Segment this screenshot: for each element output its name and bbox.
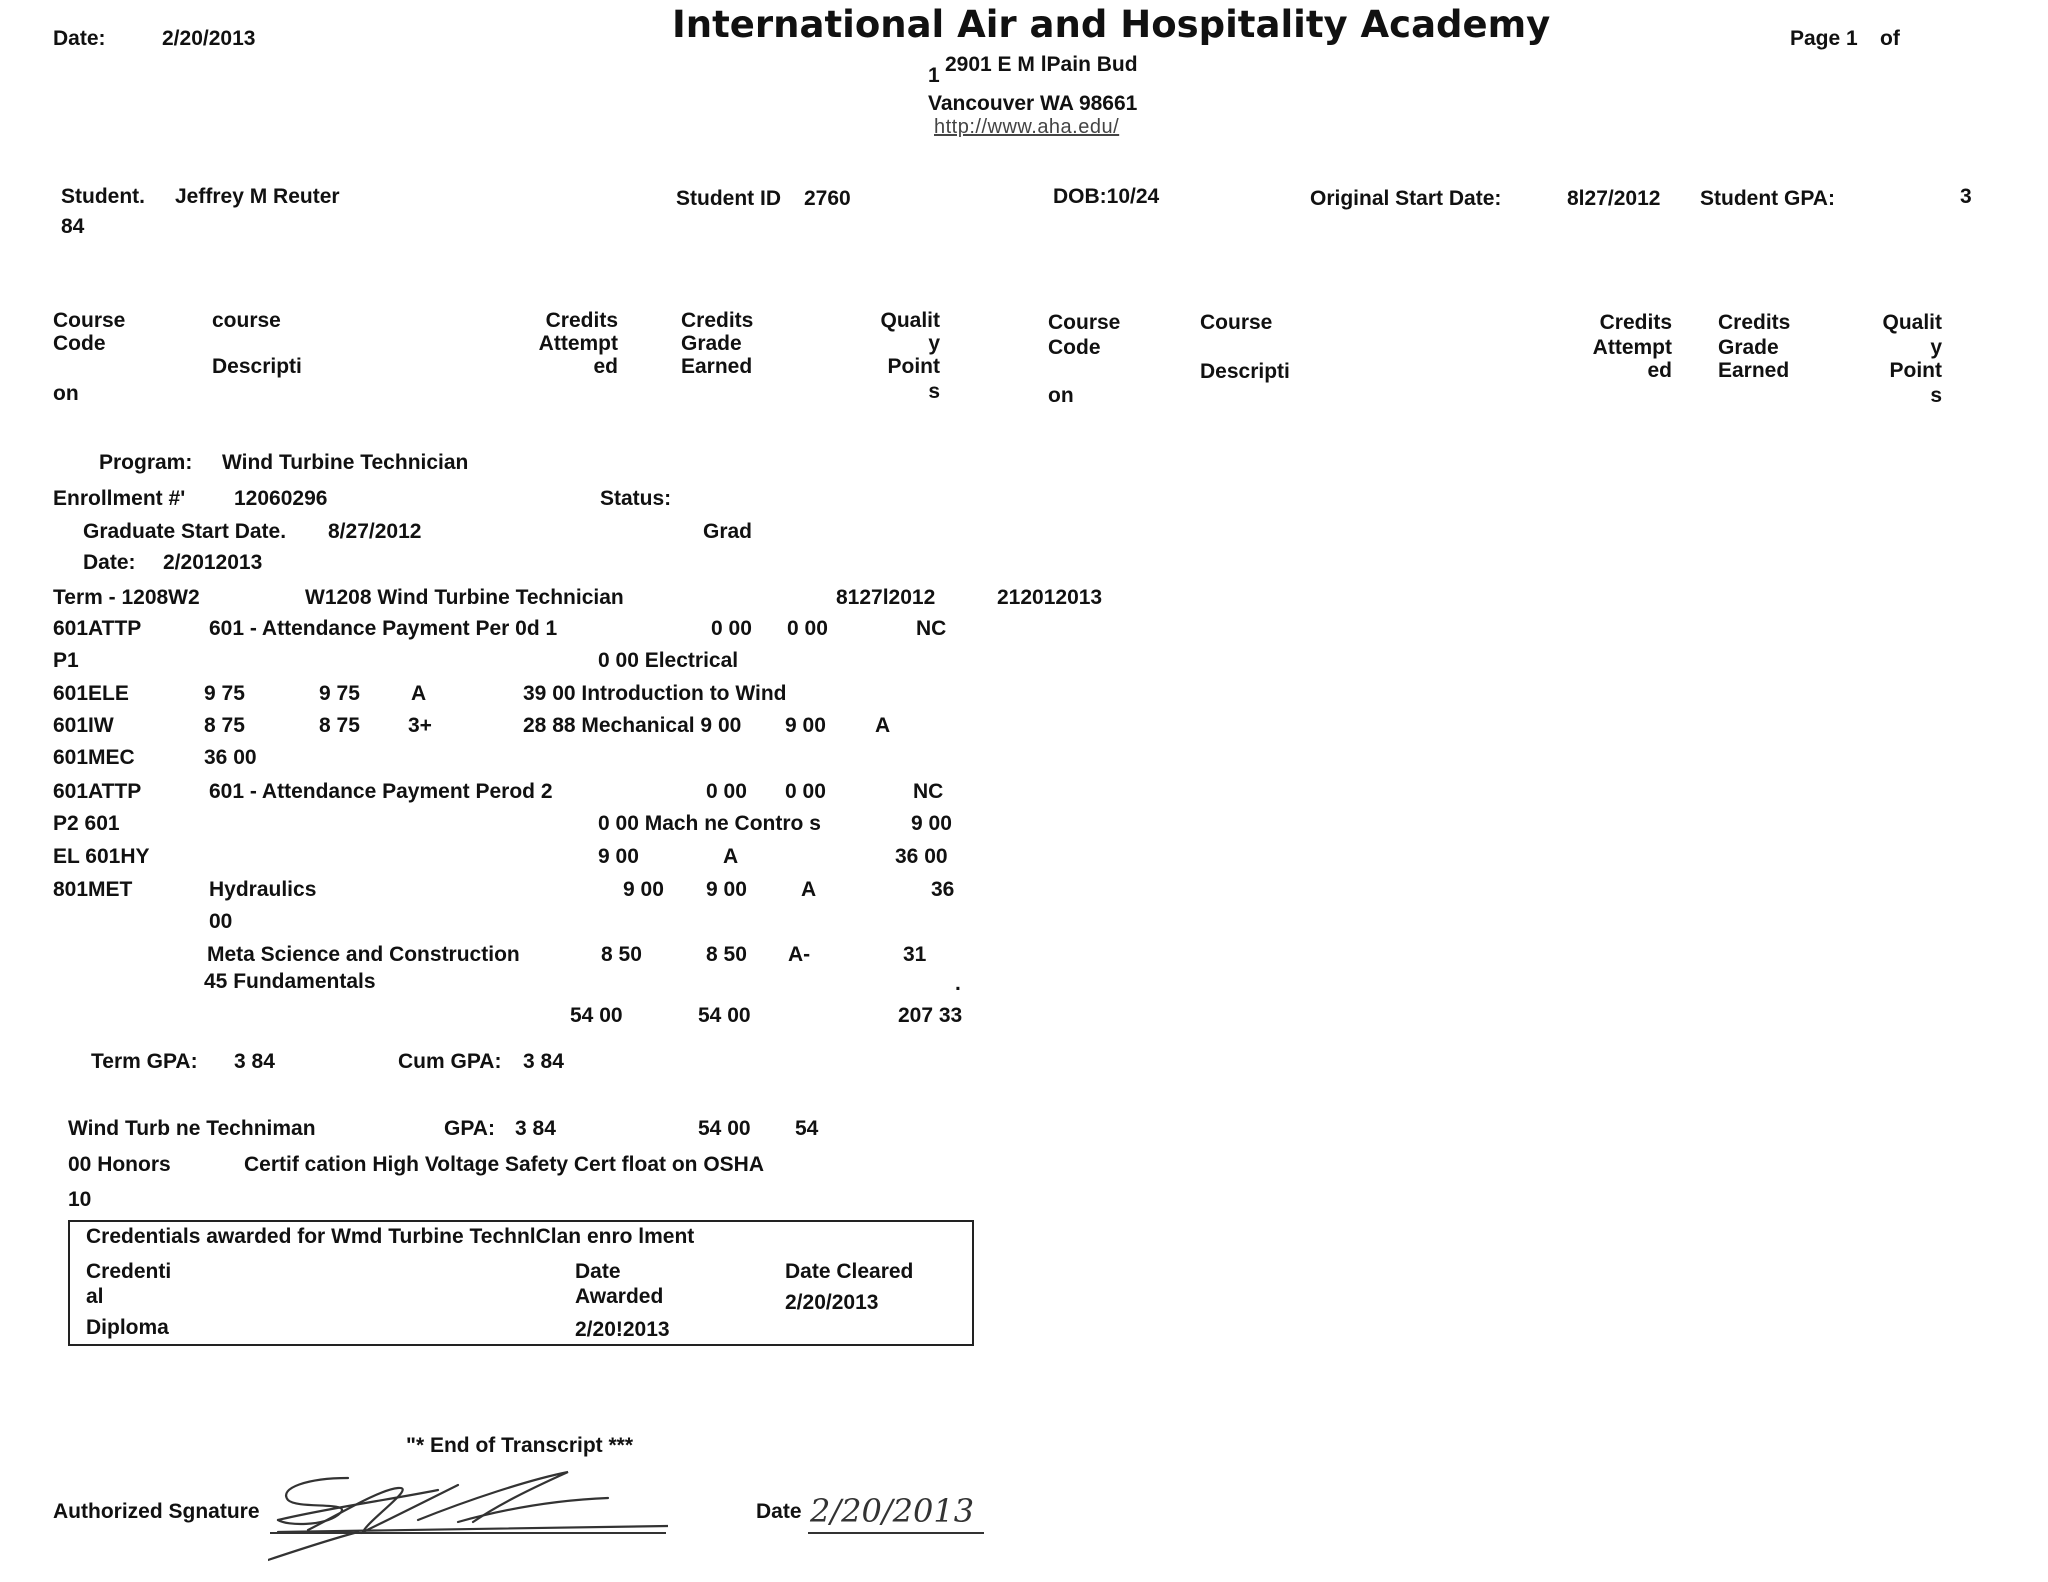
- end-of-transcript: "* End of Transcript ***: [406, 1434, 634, 1457]
- row5-code: 601MEC: [53, 746, 135, 769]
- row11-attempted: 8 50: [601, 943, 642, 966]
- honors-value: Certif cation High Voltage Safety Cert float on OSHA: [244, 1153, 764, 1176]
- row6-code: 601ATTP: [53, 780, 142, 803]
- credential-value: Diploma: [86, 1316, 169, 1339]
- signature-image: [268, 1460, 668, 1570]
- date-cleared-value: 2/20/2013: [785, 1291, 879, 1314]
- row11-points: 31: [903, 943, 927, 966]
- col2-credits-grade-2: Grade: [1718, 336, 1779, 359]
- col2-course-code-2: Code: [1048, 336, 1101, 359]
- row9-points: 36: [931, 878, 955, 901]
- credentials-title: Credentials awarded for Wmd Turbine TechnlClan enro lment: [86, 1225, 695, 1248]
- col2-course-desc-1: Course: [1200, 311, 1273, 334]
- student-id-value: 2760: [804, 187, 851, 210]
- col-course-code-3: on: [53, 382, 79, 405]
- row2-code: P1: [53, 649, 79, 672]
- row12-desc: 45 Fundamentals: [204, 970, 376, 993]
- graduate-start-value: 8/27/2012: [328, 520, 422, 543]
- col-course-desc-2: Descripti: [212, 355, 302, 378]
- row7-code: P2 601: [53, 812, 120, 835]
- date-awarded-header-1: Date: [575, 1260, 621, 1283]
- row1-grade: NC: [916, 617, 947, 640]
- program-summary-gpa-value: 3 84: [515, 1117, 556, 1140]
- enrollment-label: Enrollment #': [53, 487, 186, 510]
- original-start-value: 8l27/2012: [1567, 187, 1661, 210]
- date-awarded-value: 2/20!2013: [575, 1318, 670, 1341]
- date-cleared-header: Date Cleared: [785, 1260, 914, 1283]
- row1-code: 601ATTP: [53, 617, 142, 640]
- credential-header-1: Credenti: [86, 1260, 172, 1283]
- page-title: International Air and Hospitality Academy: [672, 3, 1551, 46]
- col2-credits-grade-3: Earned: [1718, 359, 1790, 382]
- status-label: Status:: [600, 487, 672, 510]
- row4-earned-2: 9 00: [785, 714, 826, 737]
- honors-label: 00 Honors: [68, 1153, 171, 1176]
- term-gpa-value: 3 84: [234, 1050, 275, 1073]
- date-awarded-header-2: Awarded: [575, 1285, 664, 1308]
- col2-quality-points-4: s: [1930, 384, 1942, 407]
- row3-code: 601ELE: [53, 682, 129, 705]
- term-gpa-label: Term GPA:: [91, 1050, 198, 1073]
- row7-earned: 9 00: [911, 812, 952, 835]
- total-points: 207 33: [898, 1004, 963, 1027]
- date-line: [808, 1532, 984, 1534]
- term-label: Term - 1208W2: [53, 586, 200, 609]
- row4-points: 28 88 Mechanical 9 00: [523, 714, 742, 737]
- row5-points: 36 00: [204, 746, 257, 769]
- row4-attempted: 8 75: [204, 714, 245, 737]
- row4-earned: 8 75: [319, 714, 360, 737]
- row11-earned: 8 50: [706, 943, 747, 966]
- grad-date-label: Date:: [83, 551, 136, 574]
- row9-desc: Hydraulics: [209, 878, 317, 901]
- col-credits-attempted-3: ed: [593, 355, 618, 378]
- row4-grade-2: A: [875, 714, 891, 737]
- row9-code: 801MET: [53, 878, 133, 901]
- col-credits-attempted-1: Credits: [545, 309, 618, 332]
- row4-grade: 3+: [408, 714, 432, 737]
- row12-points-dot: .: [955, 972, 961, 995]
- col-quality-points-1: Qualit: [880, 309, 940, 332]
- col-credits-grade-3: Earned: [681, 355, 753, 378]
- program-value: Wind Turbine Technician: [222, 451, 469, 474]
- grad-date-value: 2/2012013: [163, 551, 263, 574]
- address-line1: 2901 E M lPain Bud: [945, 53, 1138, 76]
- row9-attempted: 9 00: [623, 878, 664, 901]
- signature-date-label: Date: [756, 1500, 802, 1523]
- col-course-code-2: Code: [53, 332, 106, 355]
- program-summary-gpa-label: GPA:: [444, 1117, 495, 1140]
- row8-attempted: 9 00: [598, 845, 639, 868]
- row8-grade: A: [723, 845, 739, 868]
- term-code: W1208 Wind Turbine Technician: [305, 586, 624, 609]
- program-summary-credits2: 54: [795, 1117, 819, 1140]
- program-summary-name: Wind Turb ne Techniman: [68, 1117, 316, 1140]
- row10-cont: 00: [209, 910, 233, 933]
- cum-gpa-value: 3 84: [523, 1050, 564, 1073]
- row8-points: 36 00: [895, 845, 948, 868]
- row3-earned: 9 75: [319, 682, 360, 705]
- signature-line: [270, 1532, 666, 1534]
- row11-grade: A-: [788, 943, 811, 966]
- col-credits-grade-2: Grade: [681, 332, 742, 355]
- row7-text: 0 00 Mach ne Contro s: [598, 812, 821, 835]
- enrollment-value: 12060296: [234, 487, 328, 510]
- row3-points: 39 00 Introduction to Wind: [523, 682, 787, 705]
- website-url: http://www.aha.edu/: [934, 116, 1120, 138]
- col2-quality-points-3: Point: [1889, 359, 1942, 382]
- col-quality-points-2: y: [928, 332, 940, 355]
- date-value: 2/20/2013: [162, 27, 256, 50]
- row6-attempted: 0 00: [706, 780, 747, 803]
- row8-code: EL 601HY: [53, 845, 150, 868]
- authorized-signature-label: Authorized Sgnature: [53, 1500, 260, 1523]
- honors-cont: 10: [68, 1188, 92, 1211]
- student-name: Jeffrey M Reuter: [175, 185, 340, 208]
- original-start-label: Original Start Date:: [1310, 187, 1502, 210]
- student-label: Student.: [61, 185, 145, 208]
- program-summary-credits: 54 00: [698, 1117, 751, 1140]
- col2-course-code-3: on: [1048, 384, 1074, 407]
- col2-course-desc-2: Descripti: [1200, 360, 1290, 383]
- col2-credits-attempted-2: Attempt: [1592, 336, 1672, 359]
- col2-credits-attempted-1: Credits: [1599, 311, 1672, 334]
- col2-credits-attempted-3: ed: [1647, 359, 1672, 382]
- student-dob: DOB:10/24: [1053, 185, 1160, 208]
- row3-attempted: 9 75: [204, 682, 245, 705]
- row1-attempted: 0 00: [711, 617, 752, 640]
- col2-quality-points-2: y: [1930, 336, 1942, 359]
- student-gpa-value: 3: [1960, 185, 1972, 208]
- col2-course-code-1: Course: [1048, 311, 1121, 334]
- row4-code: 601IW: [53, 714, 114, 737]
- address-number: 1: [928, 64, 940, 87]
- col-course-desc-1: course: [212, 309, 281, 332]
- row6-desc: 601 - Attendance Payment Perod 2: [209, 780, 553, 803]
- handwritten-date: 2/20/2013: [810, 1492, 975, 1530]
- row6-grade: NC: [913, 780, 944, 803]
- col-credits-attempted-2: Attempt: [538, 332, 618, 355]
- row6-earned: 0 00: [785, 780, 826, 803]
- term-start-date: 8127l2012: [836, 586, 936, 609]
- program-label: Program:: [99, 451, 193, 474]
- total-earned: 54 00: [698, 1004, 751, 1027]
- page-of: of: [1880, 27, 1900, 50]
- credential-header-2: al: [86, 1285, 104, 1308]
- col2-credits-grade-1: Credits: [1718, 311, 1791, 334]
- row1-desc: 601 - Attendance Payment Per 0d 1: [209, 617, 558, 640]
- col2-quality-points-1: Qualit: [1882, 311, 1942, 334]
- row1-earned: 0 00: [787, 617, 828, 640]
- row3-grade: A: [411, 682, 427, 705]
- student-gpa-label: Student GPA:: [1700, 187, 1835, 210]
- col-credits-grade-1: Credits: [681, 309, 754, 332]
- row11-desc: Meta Science and Construction: [207, 943, 520, 966]
- total-attempted: 54 00: [570, 1004, 623, 1027]
- term-end-date: 212012013: [997, 586, 1103, 609]
- student-name-cont: 84: [61, 215, 85, 238]
- row2-text: 0 00 Electrical: [598, 649, 739, 672]
- page-number: Page 1: [1790, 27, 1858, 50]
- col-course-code-1: Course: [53, 309, 126, 332]
- student-id-label: Student ID: [676, 187, 781, 210]
- graduate-start-label: Graduate Start Date.: [83, 520, 287, 543]
- col-quality-points-3: Point: [887, 355, 940, 378]
- row9-grade: A: [801, 878, 817, 901]
- row9-earned: 9 00: [706, 878, 747, 901]
- status-value: Grad: [703, 520, 753, 543]
- date-label: Date:: [53, 27, 106, 50]
- col-quality-points-4: s: [928, 380, 940, 403]
- address-line2: Vancouver WA 98661: [928, 92, 1138, 115]
- cum-gpa-label: Cum GPA:: [398, 1050, 502, 1073]
